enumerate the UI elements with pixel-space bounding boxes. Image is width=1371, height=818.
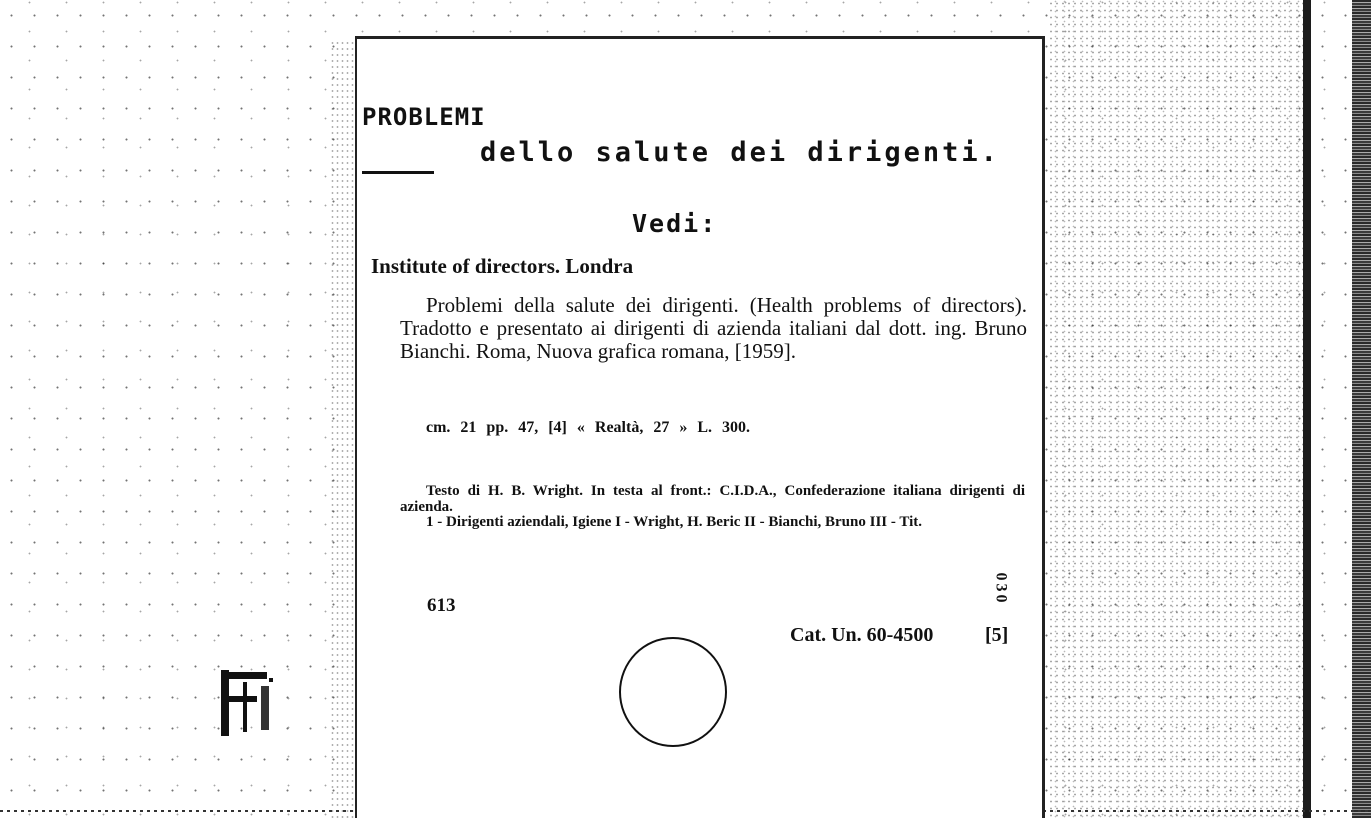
- side-code: 030: [992, 572, 1010, 606]
- class-number: 613: [427, 595, 456, 616]
- title-first-line: Problemi della salute dei dirigenti. (Health problems: [426, 293, 902, 317]
- card-punch-hole: [619, 637, 727, 747]
- see-reference: Vedi:: [632, 209, 718, 238]
- title-continued: of directors). Tradotto e presentato ai dirigenti di azienda italiani dal dott. ing. Bruno Bianchi. Roma, Nuova grafica romana, [1959].: [400, 293, 1027, 363]
- catalog-number: Cat. Un. 60-4500: [790, 624, 934, 646]
- author-entry: Institute of directors. Londra: [371, 254, 634, 278]
- subject-heading-sub: dello salute dei dirigenti.: [480, 137, 1000, 168]
- note-text: Testo di H. B. Wright. In testa al front.: C.I.D.A., Confederazione italiana dirigenti di azienda.: [400, 483, 1025, 515]
- heading-rule: [362, 171, 434, 174]
- title-description: [400, 294, 1027, 363]
- scan-noise-right: [1048, 0, 1303, 818]
- copy-number: [5]: [985, 624, 1009, 646]
- scan-noise-left: [330, 40, 355, 818]
- subject-heading-main: PROBLEMI: [362, 103, 486, 131]
- film-frame-marker-icon: [221, 666, 277, 738]
- collation-line: cm. 21 pp. 47, [4] « Realtà, 27 » L. 300.: [426, 419, 750, 436]
- film-strip-border: [1303, 0, 1311, 818]
- film-edge: [1352, 0, 1371, 818]
- tracings-text: 1 - Dirigenti aziendali, Igiene I - Wright, H. Beric II - Bianchi, Bruno III - Tit.: [426, 514, 922, 530]
